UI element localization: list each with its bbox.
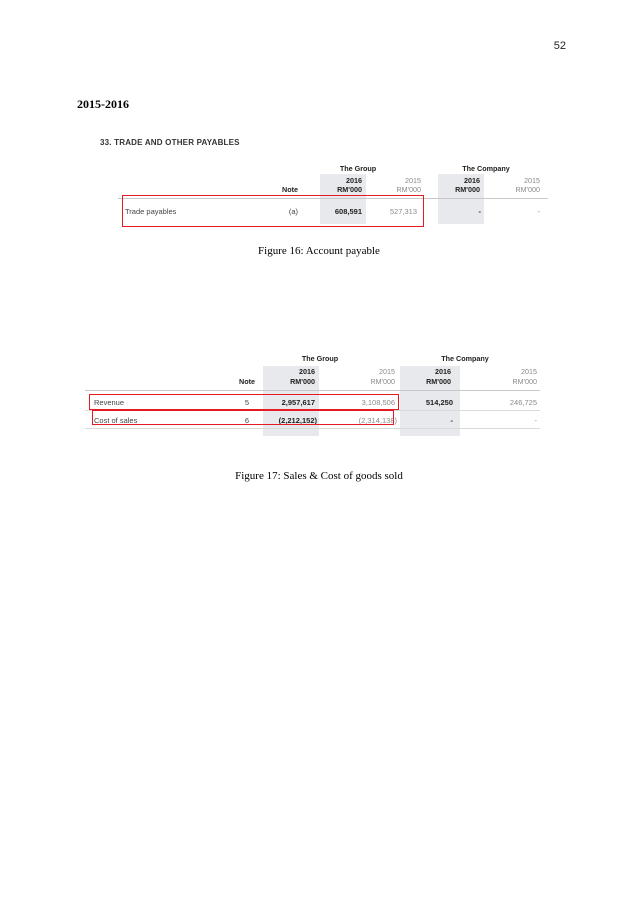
group-2015-year: 2015 bbox=[405, 176, 421, 185]
company-2015-unit: RM'000 bbox=[515, 185, 540, 194]
cost-of-sales-group-2015: (2,314,138) bbox=[358, 416, 397, 425]
revenue-label: Revenue bbox=[94, 398, 125, 407]
company-header: The Company bbox=[462, 164, 510, 173]
group-2015-value: 527,313 bbox=[389, 207, 417, 216]
group-2016-unit: RM'000 bbox=[337, 185, 362, 194]
figure-16-caption: Figure 16: Account payable bbox=[258, 245, 380, 257]
page-number: 52 bbox=[553, 40, 566, 52]
group-2016-value: 608,591 bbox=[334, 207, 362, 216]
cost-of-sales-company-2016: - bbox=[450, 416, 453, 425]
highlight-box bbox=[122, 195, 424, 227]
group-2016-year: 2016 bbox=[299, 367, 315, 376]
row-label: Trade payables bbox=[125, 207, 177, 216]
group-2015-unit: RM'000 bbox=[370, 377, 395, 386]
revenue-group-2016: 2,957,617 bbox=[281, 398, 315, 407]
revenue-company-2015: 246,725 bbox=[509, 398, 537, 407]
group-2016-unit: RM'000 bbox=[290, 377, 315, 386]
company-2016-year: 2016 bbox=[464, 176, 480, 185]
company-2016-unit: RM'000 bbox=[426, 377, 451, 386]
company-2016-value: - bbox=[478, 207, 481, 216]
company-header: The Company bbox=[441, 354, 489, 363]
figure-17-caption: Figure 17: Sales & Cost of goods sold bbox=[235, 470, 403, 482]
revenue-note: 5 bbox=[244, 398, 249, 407]
group-2015-unit: RM'000 bbox=[396, 185, 421, 194]
group-header: The Group bbox=[301, 354, 339, 363]
cost-of-sales-note: 6 bbox=[244, 416, 249, 425]
note-header: Note bbox=[239, 377, 255, 386]
company-2016-unit: RM'000 bbox=[455, 185, 480, 194]
cost-of-sales-highlight-box bbox=[92, 410, 394, 425]
company-2015-year: 2015 bbox=[524, 176, 540, 185]
figure-17-table-image bbox=[85, 346, 545, 436]
figure-16-table-image bbox=[90, 132, 548, 232]
group-2015-year: 2015 bbox=[379, 367, 395, 376]
revenue-highlight-box bbox=[89, 394, 399, 410]
row-rule bbox=[85, 428, 540, 429]
company-2015-year: 2015 bbox=[521, 367, 537, 376]
company-2015-value: - bbox=[537, 207, 540, 216]
section-heading: 2015-2016 bbox=[77, 97, 129, 111]
group-2016-year: 2016 bbox=[346, 176, 362, 185]
group-header: The Group bbox=[339, 164, 377, 173]
company-2016-year: 2016 bbox=[435, 367, 451, 376]
note-title: 33. TRADE AND OTHER PAYABLES bbox=[100, 138, 240, 147]
header-rule bbox=[85, 390, 540, 391]
cost-of-sales-label: Cost of sales bbox=[94, 416, 138, 425]
cost-of-sales-group-2016: (2,212,152) bbox=[278, 416, 317, 425]
row-note: (a) bbox=[288, 207, 298, 216]
company-2015-unit: RM'000 bbox=[512, 377, 537, 386]
note-header: Note bbox=[282, 185, 298, 194]
revenue-group-2015: 3,108,506 bbox=[361, 398, 395, 407]
revenue-company-2016: 514,250 bbox=[425, 398, 453, 407]
cost-of-sales-company-2015: - bbox=[534, 416, 537, 425]
